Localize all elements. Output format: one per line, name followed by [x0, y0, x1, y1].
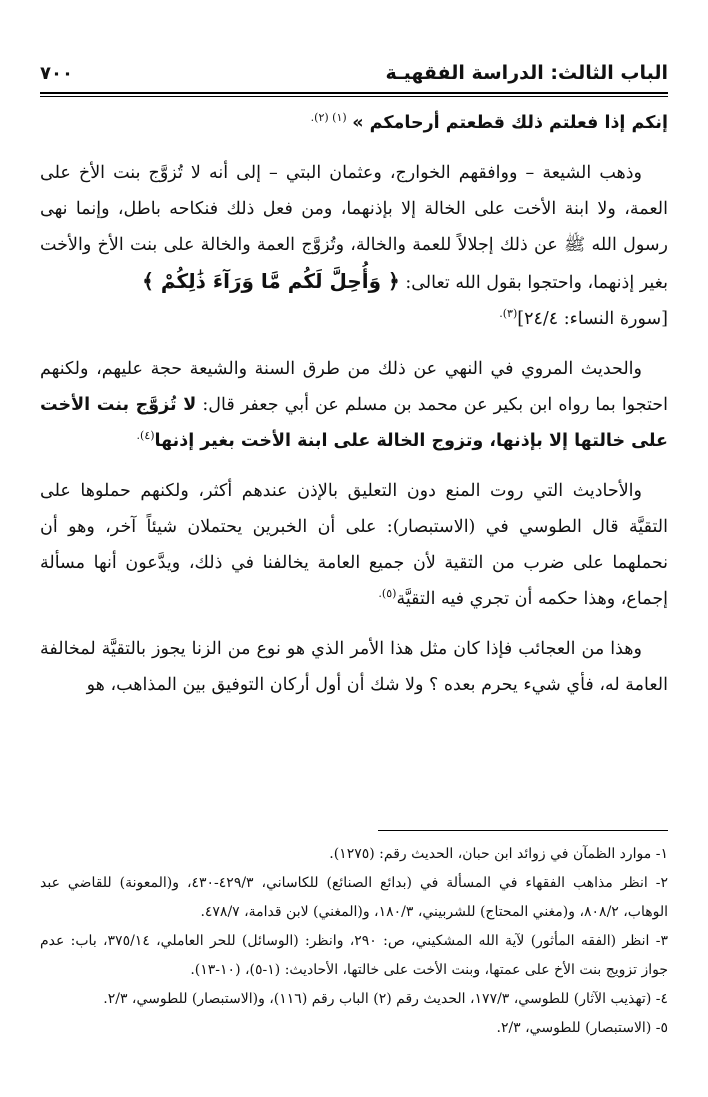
- running-header: [40, 58, 668, 88]
- paragraph: [40, 155, 668, 337]
- paragraph: [40, 105, 668, 141]
- verse-reference: [سورة النساء: ٢٤/٤]: [517, 309, 668, 329]
- paragraph: [40, 631, 668, 703]
- footnote-ref: (٥).: [378, 587, 397, 601]
- paragraph-text: والأحاديث التي روت المنع دون التعليق بالإذن عندهم أكثر، ولكنهم حملوها على التقيَّة قال الطوسي في (الاستبصار): على أن الخبرين يحتملان شيئاً آخر، وهو أن نحملهما على ضرب من التقية لأن جميع العامة يخالفنا في ذلك، ويدَّعون أنها مسألة إجماع، وهذا حكمه أن تجري فيه التقيَّة: [40, 481, 668, 609]
- footnote-separator: [378, 830, 668, 831]
- paragraph-text: وهذا من العجائب فإذا كان مثل هذا الأمر الذي هو نوع من الزنا يجوز بالتقيَّة لمخالفة العامة له، فأي شيء يحرم بعده ؟ ولا شك أن أول أركان التوفيق بين المذاهب، هو: [40, 639, 668, 695]
- footnote: ٥- (الاستبصار) للطوسي، ٢/٣.: [496, 1020, 668, 1036]
- header-rule-thick: [40, 92, 668, 94]
- hadith-quote: لا تُزوَّج بنت الأخت على خالتها إلا بإذنها، وتزوج الخالة على ابنة الأخت بغير إذنها: [40, 395, 668, 451]
- footnote-ref: (٣).: [499, 307, 518, 321]
- footnote-ref: (٤).: [136, 429, 155, 443]
- footnote: ٢- انظر مذاهب الفقهاء في المسألة في (بدائع الصنائع) للكاساني، ٤٢٩/٣-٤٣٠، و(المعونة) للقاضي عبد الوهاب، ٨٠٨/٢، و(مغني المحتاج) للشربيني، ١٨٠/٣، و(المغني) لابن قدامة، ٤٧٨/٧.: [40, 875, 668, 920]
- main-text: [40, 105, 668, 717]
- hadith-end: إنكم إذا فعلتم ذلك قطعتم أرحامكم »: [352, 113, 668, 133]
- footnote-ref: (١) (٢).: [310, 111, 347, 125]
- footnote: ٣- انظر (الفقه المأثور) لآية الله المشكيني، ص: ٢٩٠، وانظر: (الوسائل) للحر العاملي، ٣٧٥/١٤، باب: عدم جواز تزويج بنت الأخ على عمتها، وبنت الأخت على خالتها، الأحاديث: (١-٥)، (١٠-١٣).: [40, 933, 668, 978]
- quran-verse: ﴿ وَأُحِلَّ لَكُم مَّا وَرَآءَ ذَٰلِكُمْ ﴾: [142, 269, 400, 293]
- footnote: ١- موارد الظمآن في زوائد ابن حبان، الحديث رقم: (١٢٧٥).: [329, 846, 668, 862]
- header-rule-thin: [40, 96, 668, 97]
- footnotes: [40, 840, 668, 1043]
- paragraph-text: والحديث المروي في النهي عن ذلك من طرق السنة والشيعة حجة عليهم، ولكنهم احتجوا بما رواه ابن بكير عن محمد بن مسلم عن أبي جعفر قال:: [40, 359, 668, 415]
- page-number: ٧٠٠: [40, 62, 73, 84]
- paragraph-text: وذهب الشيعة – ووافقهم الخوارج، وعثمان البتي – إلى أنه لا تُزوَّج بنت الأخ على العمة، ولا ابنة الأخت على الخالة إلا بإذنهما، ومن فعل ذلك فنكاحه باطل، وإنما نهى رسول الله ﷺ عن ذلك إجلالاً للعمة والخالة، وتُزوَّج العمة والخالة على بنت الأخ والأخت بغير إذنهما، واحتجوا بقول الله تعالى:: [40, 163, 668, 293]
- footnote: ٤- (تهذيب الآثار) للطوسي، ١٧٧/٣، الحديث رقم (٢) الباب رقم (١١٦)، و(الاستبصار) للطوسي، ٢/٣.: [103, 991, 668, 1007]
- chapter-title: الباب الثالث: الدراسة الفقهيـة: [385, 62, 668, 84]
- paragraph: [40, 351, 668, 459]
- paragraph: [40, 473, 668, 617]
